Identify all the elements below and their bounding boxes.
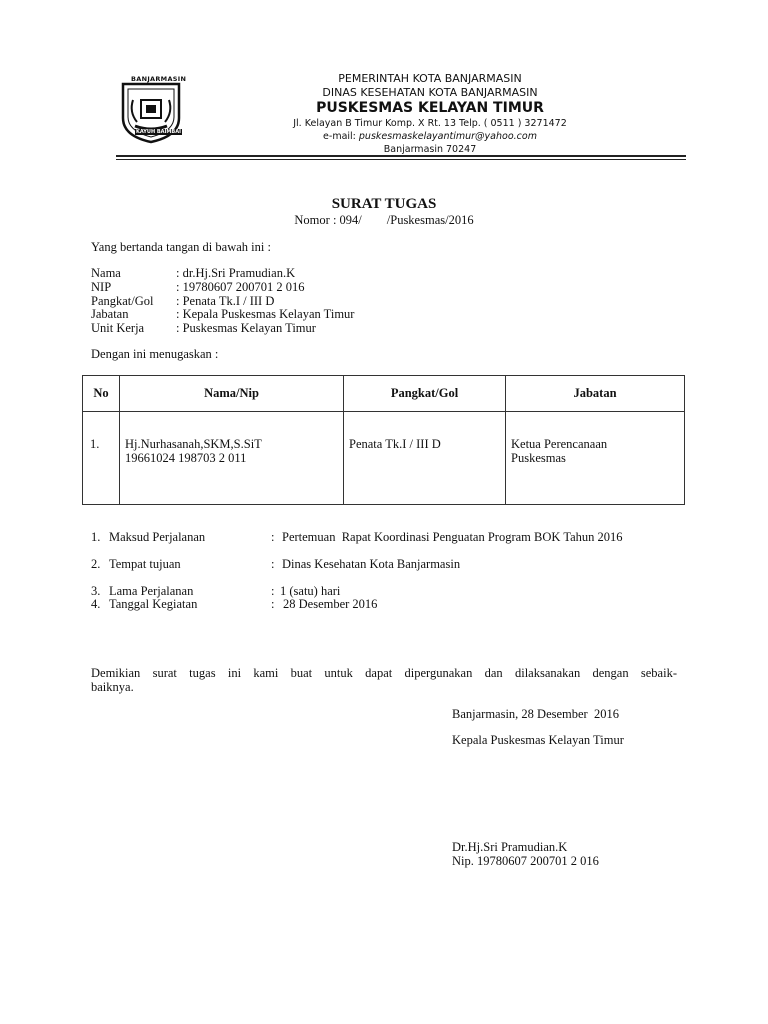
email-address[interactable]: puskesmaskelayantimur@yahoo.com — [358, 131, 537, 142]
detail-num: 3. — [91, 584, 101, 598]
table-header-row — [83, 376, 685, 412]
document-title: SURAT TUGAS — [331, 196, 437, 212]
closing-line-2: baiknya. — [91, 680, 134, 694]
letterhead-email-line — [190, 131, 670, 142]
logo-bottom-text: KAYUH BAIMBAI — [136, 129, 181, 135]
table-row — [83, 412, 685, 505]
cell-rank — [344, 412, 506, 505]
detail-value: 28 Desember 2016 — [283, 597, 378, 611]
row-rank: Penata Tk.I / III D — [349, 437, 441, 451]
letterhead-line3: PUSKESMAS KELAYAN TIMUR — [316, 100, 544, 116]
intro-text: Yang bertanda tangan di bawah ini : — [91, 240, 271, 254]
email-label: e-mail: — [323, 131, 359, 142]
header-no: No — [83, 376, 120, 412]
row-name: Hj.Nurhasanah,SKM,S.SiT — [125, 437, 262, 451]
field-label: Pangkat/Gol — [91, 294, 154, 308]
signer-nip: Nip. 19780607 200701 2 016 — [452, 854, 599, 868]
detail-value: Dinas Kesehatan Kota Banjarmasin — [282, 557, 461, 571]
row-nip: 19661024 198703 2 011 — [125, 451, 247, 465]
city-logo — [115, 74, 187, 144]
header-name: Nama/Nip — [120, 376, 344, 412]
field-label: Nama — [91, 266, 121, 280]
closing-line-1: Demikian surat tugas ini kami buat untuk dapat dipergunakan dan dilaksanakan dengan sebaik- — [91, 666, 677, 680]
detail-label: Lama Perjalanan — [109, 584, 194, 598]
detail-value: Pertemuan Rapat Koordinasi Penguatan Program BOK Tahun 2016 — [282, 530, 623, 544]
field-label: Unit Kerja — [91, 321, 145, 335]
detail-colon: : — [271, 557, 275, 571]
letterhead-address: Jl. Kelayan B Timur Komp. X Rt. 13 Telp. ( 0511 ) 3271472 — [293, 118, 567, 129]
signer-title: Kepala Puskesmas Kelayan Timur — [452, 733, 624, 747]
letterhead-line1: PEMERINTAH KOTA BANJARMASIN — [338, 72, 522, 85]
cell-no — [83, 412, 120, 505]
signer-name: Dr.Hj.Sri Pramudian.K — [452, 840, 568, 854]
field-value: : Penata Tk.I / III D — [176, 294, 275, 308]
assignment-table — [82, 375, 685, 505]
detail-num: 4. — [91, 597, 101, 611]
document-number: Nomor : 094/ /Puskesmas/2016 — [294, 213, 474, 227]
header-rank: Pangkat/Gol — [344, 376, 506, 412]
header-position: Jabatan — [506, 376, 685, 412]
detail-colon: : — [271, 530, 275, 544]
detail-colon: : — [271, 584, 275, 598]
detail-label: Maksud Perjalanan — [109, 530, 206, 544]
place-date: Banjarmasin, 28 Desember 2016 — [452, 707, 619, 721]
letterhead-rule — [116, 155, 686, 157]
detail-num: 1. — [91, 530, 101, 544]
letterhead-rule-thin — [116, 159, 686, 160]
field-value: : Puskesmas Kelayan Timur — [176, 321, 316, 335]
row-position: Ketua Perencanaan Puskesmas — [511, 437, 608, 465]
field-label: NIP — [91, 280, 112, 294]
detail-label: Tempat tujuan — [109, 557, 181, 571]
cell-position — [506, 412, 685, 505]
field-label: Jabatan — [91, 307, 129, 321]
letterhead-line2: DINAS KESEHATAN KOTA BANJARMASIN — [322, 86, 538, 99]
field-value: : Kepala Puskesmas Kelayan Timur — [176, 307, 355, 321]
row-no: 1. — [90, 437, 100, 451]
assign-intro: Dengan ini menugaskan : — [91, 347, 219, 361]
detail-num: 2. — [91, 557, 101, 571]
logo-top-text: BANJARMASIN — [131, 75, 187, 83]
field-value: : dr.Hj.Sri Pramudian.K — [176, 266, 296, 280]
detail-label: Tanggal Kegiatan — [109, 597, 198, 611]
cell-name — [120, 412, 344, 505]
letterhead-city: Banjarmasin 70247 — [383, 144, 477, 155]
detail-value: 1 (satu) hari — [280, 584, 341, 598]
detail-colon: : — [271, 597, 275, 611]
field-value: : 19780607 200701 2 016 — [176, 280, 305, 294]
